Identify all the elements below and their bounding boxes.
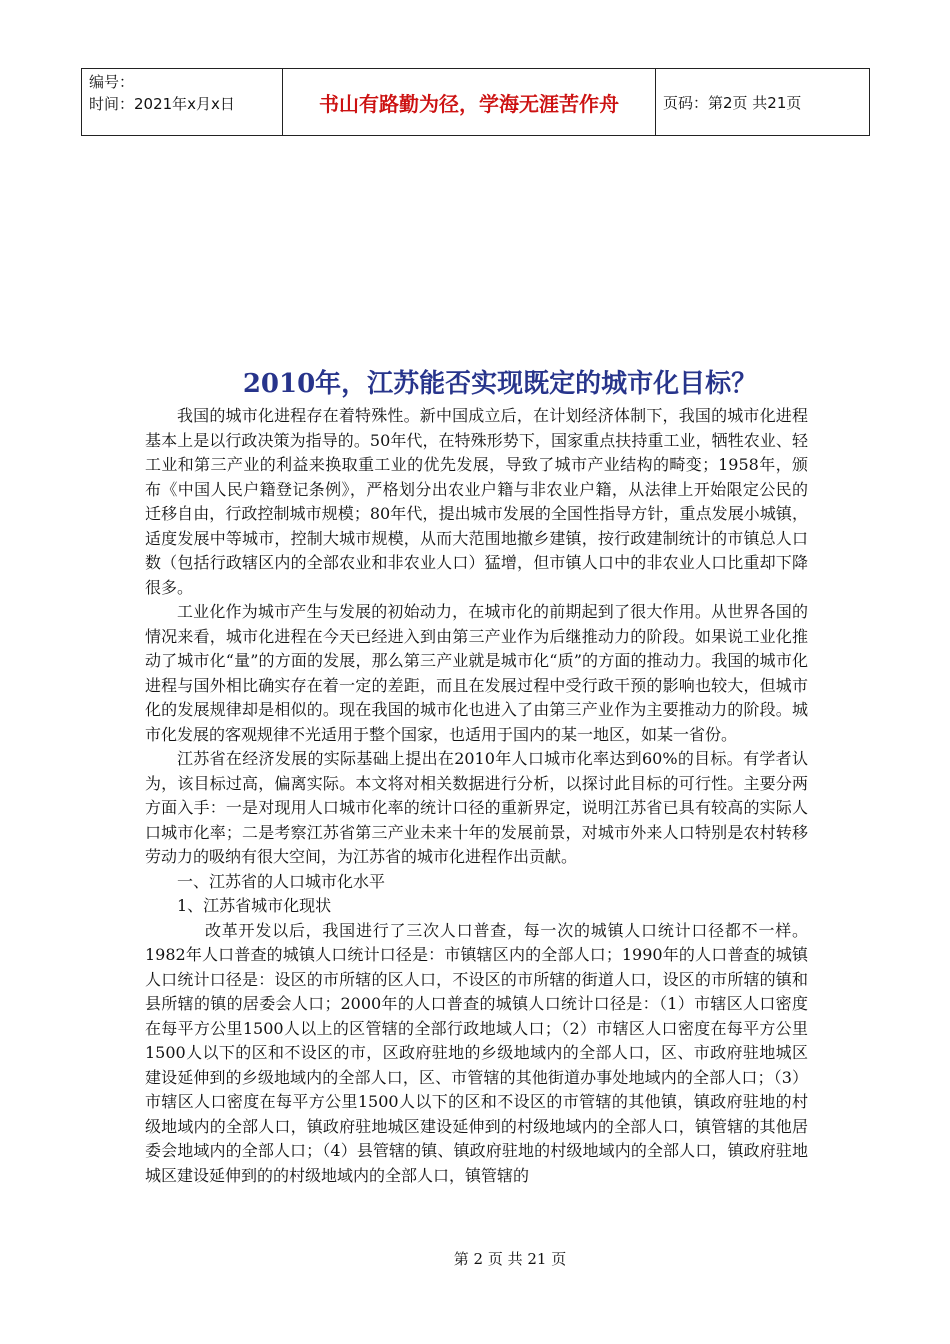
header-page-info: 页码：第2页 共21页 xyxy=(656,69,870,136)
body-paragraph: 工业化作为城市产生与发展的初始动力，在城市化的前期起到了很大作用。从世界各国的情况来看，城市化进程在今天已经进入到由第三产业作为后继推动力的阶段。如果说工业化推动了城市化“量”的方面的发展，那么第三产业就是城市化“质”的方面的推动力。我国的城市化进程与国外相比确实存在着一定的差距，而且在发展过程中受行政干预的影响也较大，但城市化的发展规律却是相似的。现在我国的城市化也进入了由第三产业作为主要推动力的阶段。城市化发展的客观规律不光适用于整个国家，也适用于国内的某一地区，如某一省份。 xyxy=(145,602,808,744)
document-body xyxy=(145,404,808,1188)
body-paragraph: 改革开发以后，我国进行了三次人口普查，每一次的城镇人口统计口径都不一样。1982年人口普查的城镇人口统计口径是：市镇辖区内的全部人口；1990年的人口普查的城镇人口统计口径是：设区的市所辖的区人口，不设区的市所辖的街道人口，设区的市所辖的镇和县所辖的镇的居委会人口；2000年的人口普查的城镇人口统计口径是：（1）市辖区人口密度在每平方公里1500人以上的区管辖的全部行政地域人口；（2）市辖区人口密度在每平方公里1500人以下的区和不设区的市，区政府驻地的乡级地域内的全部人口，区、市政府驻地城区建设延伸到的乡级地域内的全部人口，区、市管辖的其他街道办事处地域内的全部人口；（3）市辖区人口密度在每平方公里1500人以下的区和不设区的市管辖的其他镇，镇政府驻地的村级地域内的全部人口，镇政府驻地城区建设延伸到的村级地域内的全部人口，镇管辖的其他居委会地域内的全部人口；（4）县管辖的镇、镇政府驻地的村级地域内的全部人口，镇政府驻地城区建设延伸到的的村级地域内的全部人口，镇管辖的 xyxy=(145,920,808,1185)
body-paragraph: 我国的城市化进程存在着特殊性。新中国成立后，在计划经济体制下，我国的城市化进程基本上是以行政决策为指导的。50年代，在特殊形势下，国家重点扶持重工业，牺牲农业、轻工业和第三产业的利益来换取重工业的优先发展，导致了城市产业结构的畸变；1958年，颁布《中国人民户籍登记条例》，严格划分出农业户籍与非农业户籍，从法律上开始限定公民的迁移自由，行政控制城市规模；80年代，提出城市发展的全国性指导方针，重点发展小城镇，适度发展中等城市，控制大城市规模，从而大范围地撤乡建镇，按行政建制统计的市镇总人口数（包括行政辖区内的全部农业和非农业人口）猛增，但市镇人口中的非农业人口比重却下降很多。 xyxy=(145,406,808,597)
header-left-cell xyxy=(82,69,283,136)
subsection-heading: 1、江苏省城市化现状 xyxy=(177,896,332,915)
section-heading: 一、江苏省的人口城市化水平 xyxy=(177,871,386,891)
date-label: 时间：2021年x月x日 xyxy=(89,95,235,113)
body-paragraph: 江苏省在经济发展的实际基础上提出在2010年人口城市化率达到60%的目标。有学者认为，该目标过高，偏离实际。本文将对相关数据进行分析，以探讨此目标的可行性。主要分两方面入手：一是对现用人口城市化率的统计口径的重新界定，说明江苏省已具有较高的实际人口城市化率；二是考察江苏省第三产业未来十年的发展前景，对城市外来人口特别是农村转移劳动力的吸纳有很大空间，为江苏省的城市化进程作出贡献。 xyxy=(145,749,808,866)
serial-number-label: 编号： xyxy=(89,73,135,91)
page-footer: 第 2 页 共 21 页 xyxy=(453,1250,567,1268)
header-motto: 书山有路勤为径，学海无涯苦作舟 xyxy=(283,69,656,136)
document-header-table xyxy=(81,68,870,136)
document-title: 2010年，江苏能否实现既定的城市化目标？ xyxy=(242,369,758,399)
